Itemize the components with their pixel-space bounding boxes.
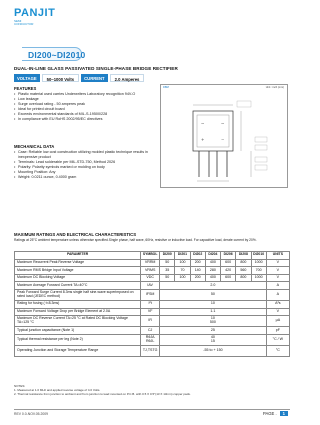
mechanical-item: • Mounting Position: Any [14, 170, 150, 175]
voltage-value: 50~1000 Volts [42, 74, 80, 82]
value-cell: 50 [160, 259, 175, 267]
table-header-cell: DI204 [205, 252, 220, 260]
features-list [14, 92, 150, 122]
spec-summary [14, 74, 144, 82]
table-row [15, 282, 290, 290]
value-cell: 1000 [251, 274, 266, 282]
drawing-unit-label: Unit : inch (mm) [265, 86, 284, 89]
mechanical-item: • Terminals: Lead solderable per MIL-STD-750, Method 2026 [14, 160, 150, 165]
table-header-cell: DI202 [190, 252, 205, 260]
svg-text:~: ~ [201, 121, 205, 126]
symbol-cell: VDC [141, 274, 160, 282]
brand-logo [14, 8, 66, 28]
package-drawing [160, 84, 288, 188]
current-value: 2.0 Amperes [110, 74, 145, 82]
value-cell: 40 15 [160, 334, 267, 345]
mechanical-heading: MECHANICAL DATA [14, 144, 55, 149]
value-cell: 10 500 [160, 316, 267, 327]
revision-label: REV 0.0-NOV.05.2009 [14, 412, 48, 416]
value-cell: 800 [236, 259, 251, 267]
part-number-title: DI200~DI2010 [28, 50, 86, 60]
parameter-name-cell: Maximum DC Reverse Current TA=25 °C at Rated DC Blocking Voltage TA=125 °C [15, 316, 141, 327]
value-cell: 420 [221, 267, 236, 275]
value-cell: 100 [175, 274, 190, 282]
symbol-cell: I²t [141, 300, 160, 308]
feature-item: • Ideal for printed circuit board [14, 107, 150, 112]
value-cell: 1.1 [160, 308, 267, 316]
value-cell: -55 to + 150 [160, 345, 267, 356]
feature-item: • In compliance with EU RoHS 2002/95/EC directives [14, 117, 150, 122]
feature-item: • Surge overload rating - 50 amperes peak [14, 102, 150, 107]
table-header-cell: SYMBOL [141, 252, 160, 260]
brand-tagline-2: CONDUCTOR [14, 22, 34, 26]
mechanical-item: • Case: Reliable low cost construction utilizing molded plastic technique results in inexpensive product [14, 150, 150, 160]
value-cell: 140 [190, 267, 205, 275]
product-subtitle: DUAL-IN-LINE GLASS PASSIVATED SINGLE-PHASE BRIDGE RECTIFIER [14, 66, 178, 71]
value-cell: 560 [236, 267, 251, 275]
current-tag: CURRENT [81, 74, 107, 82]
unit-cell: A [266, 289, 289, 300]
voltage-tag: VOLTAGE [14, 74, 40, 82]
table-row [15, 267, 290, 275]
value-cell: 200 [190, 274, 205, 282]
mechanical-item: • Weight: 0.0211 ounce, 0.4000 gram [14, 175, 150, 180]
unit-cell: V [266, 259, 289, 267]
value-cell: 800 [236, 274, 251, 282]
ratings-note: Ratings at 25°C ambient temperature unless otherwise specified.Single phase, half wave, 60Hz, resistive or inductive load. For capacitive load, derate current by 20%. [14, 238, 257, 242]
symbol-cell: RθJA RθJL [141, 334, 160, 345]
value-cell: 50 [160, 274, 175, 282]
value-cell: 700 [251, 267, 266, 275]
footer-divider [14, 409, 290, 410]
features-heading: FEATURES [14, 86, 37, 91]
unit-cell: V [266, 308, 289, 316]
notes-heading: NOTES: [14, 384, 26, 388]
table-header-cell: DI208 [236, 252, 251, 260]
parameter-name-cell: Peak Forward Surge Current 8.3ms single half sine-wave superimposed on rated load (JEDEC method) [15, 289, 141, 300]
parameter-name-cell: Typical thermal resistance per leg (Note 2) [15, 334, 141, 345]
mechanical-item: • Polarity: Polarity symbols marked or molding on body [14, 165, 150, 170]
parameter-name-cell: Maximum Forward Voltage Drop per Bridge Element at 2.0A [15, 308, 141, 316]
value-cell: 70 [175, 267, 190, 275]
unit-cell: °C [266, 345, 289, 356]
symbol-cell: VRRM [141, 259, 160, 267]
symbol-cell: CJ [141, 327, 160, 335]
svg-text:~: ~ [221, 121, 225, 126]
value-cell: 50 [160, 289, 267, 300]
table-row [15, 334, 290, 345]
feature-item: • Low leakage [14, 97, 150, 102]
symbol-cell: TJ,TSTG [141, 345, 160, 356]
unit-cell: pF [266, 327, 289, 335]
value-cell: 400 [205, 259, 220, 267]
package-outline-icon [161, 85, 289, 189]
svg-text:+: + [201, 137, 205, 142]
symbol-cell: IFSM [141, 289, 160, 300]
value-cell: 280 [205, 267, 220, 275]
table-header-cell: DI200 [160, 252, 175, 260]
value-cell: 25 [160, 327, 267, 335]
feature-item: • Exceeds environmental standards of MIL-S-19500/228 [14, 112, 150, 117]
ratings-table [14, 251, 290, 357]
table-header-row [15, 252, 290, 260]
unit-cell: °C / W [266, 334, 289, 345]
note-item: 1. Measured at 1.0 MHz and applied reverse voltage of 4.0 Volts. [14, 388, 101, 392]
symbol-cell: IR [141, 316, 160, 327]
note-item: 2. Thermal resistance from junction to ambient and from junction to lead mounted on P.C.B. with 0.5 X 0.5"(13 X 13mm) copper pads. [14, 392, 191, 396]
table-row [15, 345, 290, 356]
symbol-cell: VF [141, 308, 160, 316]
value-cell: 600 [221, 259, 236, 267]
page-indicator [263, 411, 288, 416]
mechanical-list [14, 150, 150, 180]
unit-cell: A [266, 282, 289, 290]
table-row [15, 316, 290, 327]
table-header-cell: DI206 [221, 252, 236, 260]
unit-cell: A²s [266, 300, 289, 308]
package-label: DBM [163, 86, 169, 89]
value-cell: 35 [160, 267, 175, 275]
unit-cell: V [266, 274, 289, 282]
parameter-name-cell: Operating Junction and Storage Temperature Range [15, 345, 141, 356]
parameter-name-cell: Maximum RMS Bridge Input Voltage [15, 267, 141, 275]
unit-cell: μA [266, 316, 289, 327]
notes-section [14, 384, 290, 396]
value-cell: 400 [205, 274, 220, 282]
value-cell: 600 [221, 274, 236, 282]
symbol-cell: VRMS [141, 267, 160, 275]
table-row [15, 300, 290, 308]
value-cell: 2.0 [160, 282, 267, 290]
parameter-name-cell: Rating for fusing ( t<8.3ms) [15, 300, 141, 308]
symbol-cell: IAV [141, 282, 160, 290]
parameter-name-cell: Typical junction capacitance (Note 1) [15, 327, 141, 335]
value-cell: 10 [160, 300, 267, 308]
table-header-cell: DI201 [175, 252, 190, 260]
ratings-heading: MAXIMUM RATINGS AND ELECTRICAL CHARACTERISTICS [14, 232, 137, 237]
table-row [15, 274, 290, 282]
parameter-name-cell: Maximum DC Blocking Voltage [15, 274, 141, 282]
ratings-table-body [15, 259, 290, 356]
parameter-name-cell: Maximum Average Forward Current TA=40°C [15, 282, 141, 290]
value-cell: 100 [175, 259, 190, 267]
table-row [15, 308, 290, 316]
value-cell: 1000 [251, 259, 266, 267]
page-label: PAGE . [263, 411, 277, 416]
table-row [15, 259, 290, 267]
svg-text:−: − [221, 137, 225, 142]
brand-name: PANJIT [14, 7, 56, 19]
page-number: 1 [280, 411, 288, 416]
table-row [15, 289, 290, 300]
value-cell: 200 [190, 259, 205, 267]
unit-cell: V [266, 267, 289, 275]
table-row [15, 327, 290, 335]
table-header-cell: DI2010 [251, 252, 266, 260]
parameter-name-cell: Maximum Recurrent Peak Reverse Voltage [15, 259, 141, 267]
brand-tagline-1: SEMI [14, 19, 22, 23]
table-header-cell: UNITS [266, 252, 289, 260]
feature-item: • Plastic material used carries Underwriters Laboratory recognition 94V-O [14, 92, 150, 97]
table-header-cell: PARAMETER [15, 252, 141, 260]
